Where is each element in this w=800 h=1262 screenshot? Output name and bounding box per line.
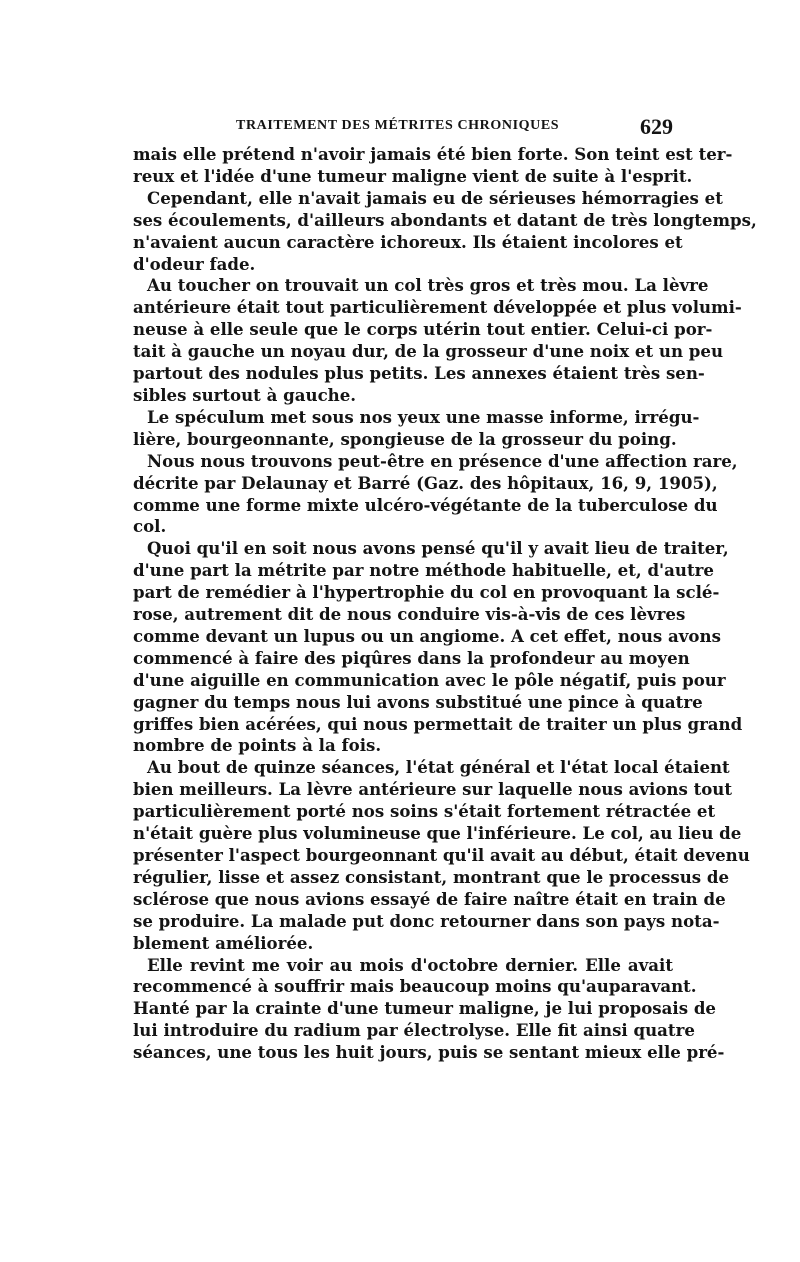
text-line: bien meilleurs. La lèvre antérieure sur laquelle nous avions tout	[133, 779, 733, 800]
text-line: recommencé à souffrir mais beaucoup moins qu'auparavant.	[133, 976, 697, 997]
text-line: Le spéculum met sous nos yeux une masse informe, irrégu-	[147, 406, 700, 427]
running-header	[133, 114, 673, 140]
text-line: commencé à faire des piqûres dans la profondeur au moyen	[133, 647, 690, 668]
text-line: gagner du temps nous lui avons substitué une pince à quatre	[133, 691, 703, 712]
text-line: mais elle prétend n'avoir jamais été bien forte. Son teint est ter-	[133, 144, 733, 164]
text-line: séances, une tous les huit jours, puis se sentant mieux elle pré-	[133, 1042, 725, 1063]
text-line: nombre de points à la fois.	[133, 735, 382, 756]
book-page	[133, 114, 757, 1064]
text-line: neuse à elle seule que le corps utérin tout entier. Celui-ci por-	[133, 319, 713, 340]
text-line: col.	[133, 516, 167, 537]
text-line: partout des nodules plus petits. Les annexes étaient très sen-	[133, 363, 705, 384]
text-line: sibles surtout à gauche.	[133, 384, 357, 405]
text-line: ses écoulements, d'ailleurs abondants et datant de très longtemps,	[133, 209, 757, 230]
text-line: Nous nous trouvons peut-être en présence d'une affection rare,	[147, 450, 738, 471]
body-text	[133, 144, 757, 1064]
page-number: 629	[640, 114, 673, 139]
text-line: comme une forme mixte ulcéro-végétante de la tuberculose du	[133, 494, 718, 515]
text-line: Hanté par la crainte d'une tumeur maligne, je lui proposais de	[133, 998, 716, 1019]
text-line: reux et l'idée d'une tumeur maligne vient de suite à l'esprit.	[133, 165, 693, 186]
text-line: rose, autrement dit de nous conduire vis-à-vis de ces lèvres	[133, 604, 686, 625]
text-line: d'une part la métrite par notre méthode habituelle, et, d'autre	[133, 560, 714, 581]
running-title: TRAITEMENT DES MÉTRITES CHRONIQUES	[236, 118, 560, 133]
text-line: décrite par Delaunay et Barré (Gaz. des hôpitaux, 16, 9, 1905),	[133, 472, 718, 493]
text-line: d'odeur fade.	[133, 253, 256, 274]
text-line: Au toucher on trouvait un col très gros et très mou. La lèvre	[147, 275, 709, 296]
text-line: d'une aiguille en communication avec le pôle négatif, puis pour	[133, 669, 726, 690]
text-line: présenter l'aspect bourgeonnant qu'il avait au début, était devenu	[133, 845, 750, 865]
text-line: se produire. La malade put donc retourner dans son pays nota-	[133, 910, 720, 931]
text-line: Cependant, elle n'avait jamais eu de sérieuses hémorragies et	[147, 187, 723, 208]
text-line: tait à gauche un noyau dur, de la grosseur d'une noix et un peu	[133, 341, 724, 362]
text-line: Au bout de quinze séances, l'état général et l'état local étaient	[147, 757, 730, 778]
text-line: antérieure était tout particulièrement développée et plus volumi-	[133, 297, 742, 318]
text-line: régulier, lisse et assez consistant, montrant que le processus de	[133, 866, 730, 887]
text-line: Elle revint me voir au mois d'octobre dernier. Elle avait	[147, 954, 673, 975]
text-line: comme devant un lupus ou un angiome. A cet effet, nous avons	[133, 625, 721, 646]
text-line: Quoi qu'il en soit nous avons pensé qu'il y avait lieu de traiter,	[147, 538, 729, 559]
text-line: n'était guère plus volumineuse que l'inférieure. Le col, au lieu de	[133, 823, 742, 844]
text-line: particulièrement porté nos soins s'était fortement rétractée et	[133, 801, 716, 822]
text-line: sclérose que nous avions essayé de faire naître était en train de	[133, 888, 726, 909]
text-line: griffes bien acérées, qui nous permettait de traiter un plus grand	[133, 713, 743, 734]
text-line: lui introduire du radium par électrolyse. Elle fit ainsi quatre	[133, 1020, 695, 1041]
text-line: lière, bourgeonnante, spongieuse de la grosseur du poing.	[133, 428, 677, 449]
text-line: part de remédier à l'hypertrophie du col en provoquant la sclé-	[133, 582, 720, 603]
text-line: n'avaient aucun caractère ichoreux. Ils étaient incolores et	[133, 231, 683, 252]
text-line: blement améliorée.	[133, 932, 314, 953]
